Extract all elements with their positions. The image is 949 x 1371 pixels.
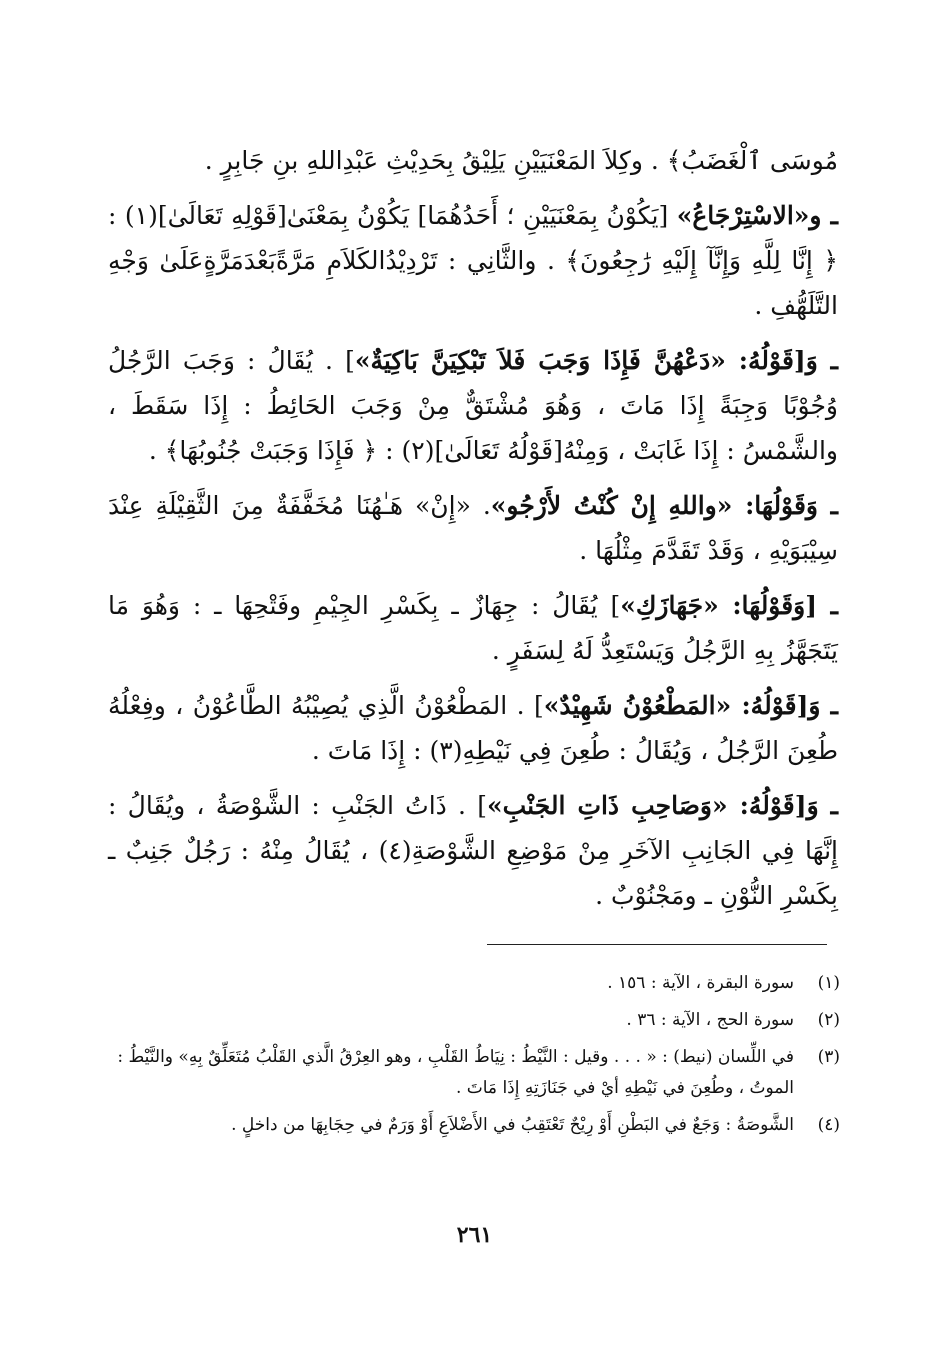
footnote-4 <box>108 1110 840 1141</box>
paragraph-3-quote: «دَعْهُنَّ فَإِذَا وَجَبَ فَلاَ تَبْكِيَنَّ بَاكِيَةٌ» <box>354 346 726 375</box>
paragraph-4-quote: «واللهِ إِنْ كُنْتُ لأَرْجُو» <box>490 491 733 520</box>
paragraph-7 <box>108 783 838 918</box>
paragraph-6-quote: «المَطْعُوْنُ شَهِيْدٌ» <box>543 691 732 720</box>
paragraph-4-text: . «إِنْ» هَـٰهُنَا مُخَفَّفَةٌ مِنَ الثَّقِيْلَةِ عِنْدَ سِيْبَوَيْهِ ، وَقَدْ تَقَدَّمَ مِثْلُهَا . <box>108 491 838 565</box>
footnote-number: (٣) <box>817 1047 840 1067</box>
footnote-text: سورة الحج ، الآية : ٣٦ . <box>626 1010 794 1030</box>
paragraph-7-quote: «وَصَاحِبِ ذَاتِ الجَنْبِ» <box>487 791 728 820</box>
footnote-number: (١) <box>817 973 840 993</box>
paragraph-4-heading: ـ وَقَوْلُهَا: <box>732 491 838 520</box>
paragraph-4 <box>108 483 838 573</box>
paragraph-6-text: ] . المَطْعُوْنُ الَّذِي يُصِيْبُهُ الطَّاعُوْنُ ، وفِعْلُهُ طُعِنَ الرَّجُلُ ، وَيُقَالُ : طُعِنَ فِي نَيْطِهِ(٣) : إِذَا مَاتَ . <box>108 691 838 765</box>
paragraph-2 <box>108 193 838 328</box>
footnotes <box>108 968 840 1147</box>
paragraph-7-heading: ـ وَ[قَوْلُهُ: <box>727 791 839 820</box>
footnote-2 <box>108 1005 840 1036</box>
footnote-1 <box>108 968 840 999</box>
main-text <box>108 138 838 918</box>
paragraph-1 <box>108 138 838 183</box>
paragraph-6-heading: ـ وَ[قَوْلُهُ: <box>731 691 839 720</box>
paragraph-3 <box>108 338 838 473</box>
page-number: ٢٦١ <box>456 1222 493 1248</box>
paragraph-5-quote: «جَهَازَكِ» <box>620 591 719 620</box>
paragraph-2-text: [يَكُوْنُ بِمَعْنَيَيْنِ ؛ أَحَدُهُمَا] يَكُوْنُ بِمَعْنَىٰ[قَوْلِهِ تَعَالَىٰ](١) : ﴿ إِنَّا لِلَّهِ وَإِنَّآ إِلَيْهِ رَٰجِعُونَ﴾ . والثَّانِي : تَرْدِيْدُالكَلاَمِ مَرَّةًبَعْدَمَرَّةٍعَلَىٰ وَجْهِ التَّلَهُّفِ . <box>108 201 838 320</box>
paragraph-7-text: ] . ذَاتُ الجَنْبِ : الشَّوْصَةُ ، ويُقَالُ : إِنَّهَا فِي الجَانِبِ الآخَرِ مِنْ مَوْضِعِ الشَّوْصَةِ(٤) ، يُقَالُ مِنْهُ : رَجُلٌ جَنِبٌ ـ بِكَسْرِ النُّوْنِ ـ ومَجْنُوْبٌ . <box>108 791 839 910</box>
footnote-text: سورة البقرة ، الآية : ١٥٦ . <box>607 973 794 993</box>
footnote-number: (٢) <box>817 1010 840 1030</box>
footnote-text: في اللِّسان (نيط) : « . . . وقيل : النَّيْطُ : نِيَاطُ القَلْبِ ، وهو العِرْقُ الَّذي القَلْبُ مُتَعَلِّقٌ بِهِ» والنَّيْطُ : الموتُ ، وطُعِنَ في نَيْطِهِ أيْ في جَنَازَتِهِ إِذَا مَاتَ . <box>117 1047 794 1098</box>
footnote-number: (٤) <box>817 1115 840 1135</box>
footnote-3 <box>108 1042 840 1104</box>
paragraph-5-heading: ـ [وَقَوْلُهَا: <box>718 591 838 620</box>
footnote-text: الشَّوصَةُ : وَجَعٌ في البَطْنِ أَوْ رِيْحٌ تَعْتَقِبُ في الأَضْلاَعِ أَوْ وَرَمٌ في حِجَابِهَا من داخلٍ . <box>231 1115 794 1135</box>
paragraph-2-heading: ـ و«الاسْتِرْجَاعُ» <box>676 201 839 230</box>
paragraph-3-text: ] . يُقَالُ : وَجَبَ الرَّجُلُ وُجُوْبًا وَجِبَةً إِذَا مَاتَ ، وَهُوَ مُشْتَقٌّ مِنْ وَجَبَ الحَائِطُ : إِذَا سَقَطَ ، والشَّمْسُ : إِذَا غَابَتْ ، وَمِنْهُ[قَوْلُهُ تَعَالَىٰ](٢) : ﴿ فَإِذَا وَجَبَتْ جُنُوبُهَا﴾ . <box>108 346 838 465</box>
paragraph-5 <box>108 583 838 673</box>
paragraph-3-heading: ـ وَ[قَوْلُهُ: <box>725 346 839 375</box>
footnote-divider <box>487 944 827 945</box>
paragraph-6 <box>108 683 838 773</box>
paragraph-5-text: ] يُقَالُ : جِهَازٌ ـ بِكَسْرِ الجِيْمِ وفَتْحِهَا ـ : وَهُوَ مَا يَتَجَهَّزُ بِهِ الرَّجُلُ وَيَسْتَعِدُّ لَهُ لِسَفَرٍ . <box>108 591 838 665</box>
paragraph-1-text: مُوسَى ٱلْغَضَبُ﴾ . وكِلاَ المَعْنَيَيْنِ يَلِيْقُ بِحَدِيْثِ عَبْدِاللهِ بنِ جَابِرٍ . <box>204 146 838 175</box>
